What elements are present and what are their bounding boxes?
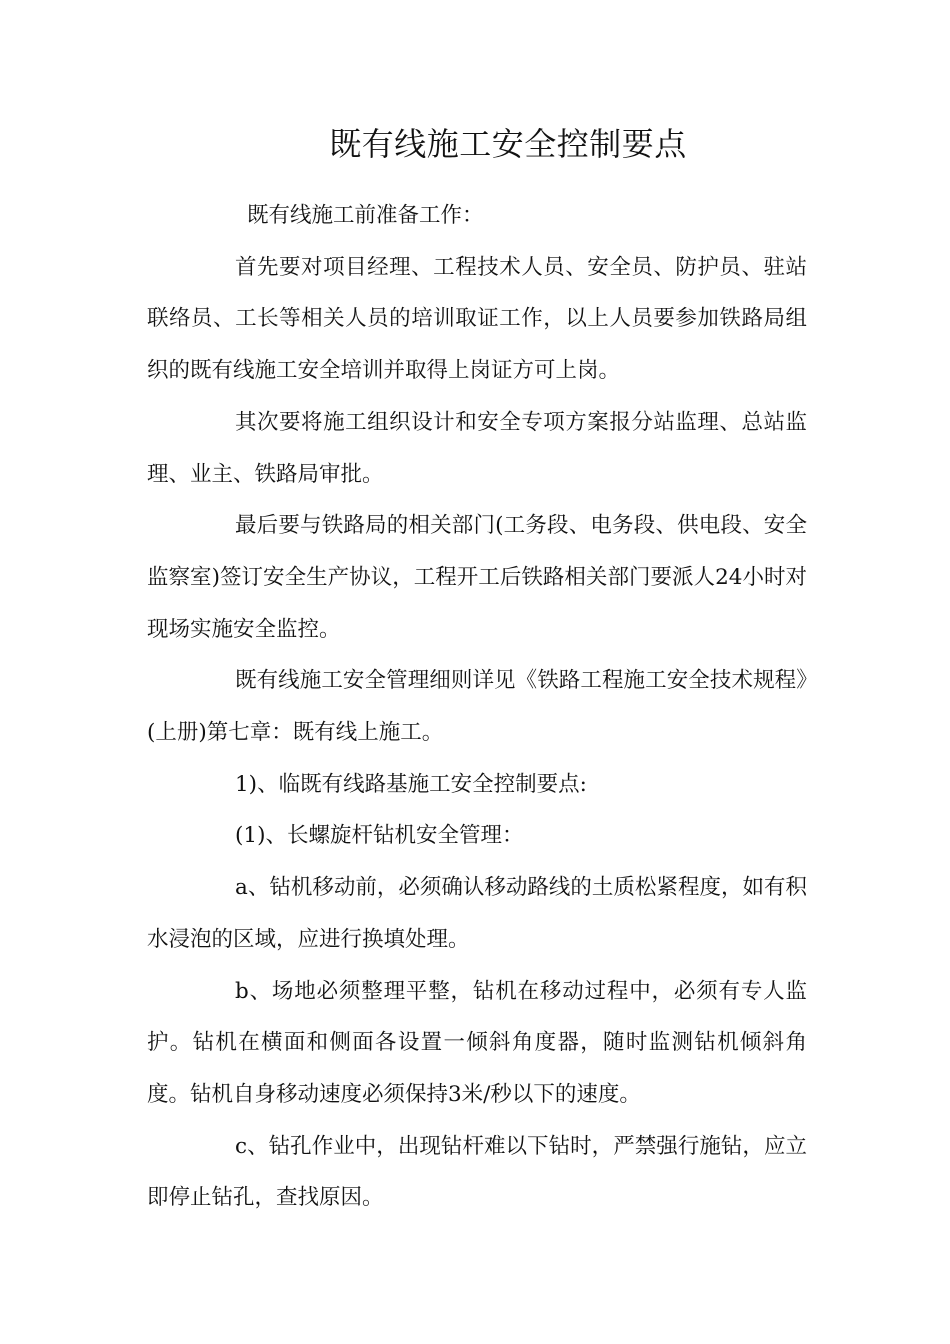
section-heading-subgrade: 1)、临既有线路基施工安全控制要点: — [235, 771, 587, 797]
list-item-a: a、钻机移动前，必须确认移动路线的土质松紧程度，如有积水浸泡的区域，应进行换填处理。 — [147, 875, 807, 952]
document-body — [147, 190, 807, 1224]
document-title: 既有线施工安全控制要点 — [329, 125, 687, 163]
subsection-heading-drill: (1)、长螺旋杆钻机安全管理： — [235, 823, 524, 849]
paragraph-safety-agreement: 最后要与铁路局的相关部门(工务段、电务段、供电段、安全监察室)签订安全生产协议，工程开工后铁路相关部门要派人24小时对现场实施安全监控。 — [147, 513, 807, 642]
paragraph-regulation-reference: 既有线施工安全管理细则详见《铁路工程施工安全技术规程》(上册)第七章：既有线上施工。 — [147, 668, 807, 746]
paragraph-preparation-heading: 既有线施工前准备工作： — [247, 203, 484, 228]
list-item-c: c、钻孔作业中，出现钻杆难以下钻时，严禁强行施钻，应立即停止钻孔，查找原因。 — [147, 1133, 807, 1211]
paragraph-personnel-training: 首先要对项目经理、工程技术人员、安全员、防护员、驻站联络员、工长等相关人员的培训取证工作，以上人员要参加铁路局组织的既有线施工安全培训并取得上岗证方可上岗。 — [147, 254, 807, 384]
list-item-b: b、场地必须整理平整，钻机在移动过程中，必须有专人监护。钻机在横面和侧面各设置一倾斜角度器，随时监测钻机倾斜角度。钻机自身移动速度必须保持3米/秒以下的速度。 — [147, 978, 807, 1107]
paragraph-plan-approval: 其次要将施工组织设计和安全专项方案报分站监理、总站监理、业主、铁路局审批。 — [147, 409, 807, 487]
